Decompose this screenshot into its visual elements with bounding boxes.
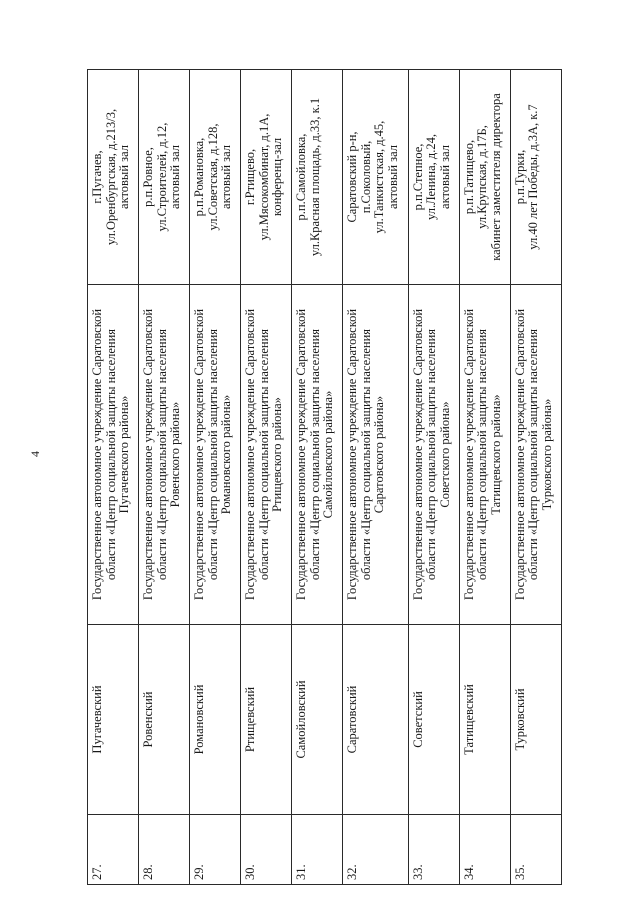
address-line: ул.Ленина, д.24, — [424, 134, 439, 220]
address-line: актовый зал — [437, 145, 452, 209]
organization-line: Государственное автономное учреждение Саратовской — [345, 308, 360, 601]
table-row — [459, 70, 510, 885]
address-line: ул.40 лет Победы, д.3А, к.7 — [526, 104, 541, 250]
address — [139, 70, 190, 285]
address — [241, 70, 292, 285]
organization-line: области «Центр социальной защиты населения — [424, 328, 439, 581]
address-line: п.Соколовый, — [358, 140, 373, 214]
organization-line: Государственное автономное учреждение Саратовской — [461, 308, 476, 601]
organization-line: области «Центр социальной защиты населения — [205, 328, 220, 581]
row-number: 27. — [88, 815, 139, 885]
row-number: 30. — [241, 815, 292, 885]
address-line: р.п.Ровное, — [141, 147, 156, 207]
district-name: Ртищевский — [241, 625, 292, 815]
row-number: 33. — [408, 815, 459, 885]
row-number: 32. — [343, 815, 409, 885]
address-line: р.п.Турки, — [512, 149, 527, 205]
organization-name — [510, 285, 561, 625]
organization-line: Государственное автономное учреждение Саратовской — [90, 308, 104, 601]
row-number: 31. — [292, 815, 343, 885]
offices-table — [87, 69, 562, 885]
organization-name — [190, 285, 241, 625]
address — [343, 70, 409, 285]
organization-line: Ровенского района» — [168, 401, 183, 508]
address-line: ул.Строителей, д.12, — [154, 122, 169, 232]
table-row — [292, 70, 343, 885]
address-line: ул.Советская, д.128, — [205, 123, 220, 231]
address-line: кабинет заместителя директора — [488, 93, 503, 261]
address-line: г.Ртищево, — [243, 148, 258, 206]
district-name: Ровенский — [139, 625, 190, 815]
address-line: актовый зал — [385, 145, 400, 209]
organization-line: Государственное автономное учреждение Саратовской — [243, 308, 258, 601]
table-row — [510, 70, 561, 885]
address — [88, 70, 139, 285]
district-name: Татищевский — [459, 625, 510, 815]
district-name: Романовский — [190, 625, 241, 815]
address-line: ул.Танкистская, д.45, — [372, 120, 387, 234]
address-line: р.п.Татищево, — [461, 139, 476, 215]
organization-line: области «Центр социальной защиты населения — [475, 328, 490, 581]
row-number: 34. — [459, 815, 510, 885]
address-line: ул.Красная площадь, д.33, к.1 — [307, 97, 322, 257]
organization-name — [408, 285, 459, 625]
organization-line: области «Центр социальной защиты населения — [307, 328, 322, 581]
organization-line: Государственное автономное учреждение Саратовской — [141, 308, 156, 601]
address-line: ул.Оренбургская, д.213/3, — [103, 108, 118, 246]
address-line: конференц-зал — [270, 137, 285, 217]
address-line: ул.Крупская, д.17Б, — [475, 125, 490, 229]
address-line: р.п.Самойловка, — [294, 133, 309, 221]
address — [459, 70, 510, 285]
address-line: ул.Мясокомбинат, д.1А, — [256, 113, 271, 241]
organization-name — [139, 285, 190, 625]
organization-line: Государственное автономное учреждение Саратовской — [294, 308, 309, 601]
organization-line: области «Центр социальной защиты населения — [256, 328, 271, 581]
district-name: Самойловский — [292, 625, 343, 815]
address-line: Саратовский р-н, — [345, 131, 360, 223]
table-row — [241, 70, 292, 885]
organization-line: Государственное автономное учреждение Саратовской — [512, 308, 527, 601]
organization-name — [88, 285, 139, 625]
table-row — [190, 70, 241, 885]
organization-line: Государственное автономное учреждение Саратовской — [192, 308, 207, 601]
address-line: актовый зал — [219, 145, 234, 209]
row-number: 35. — [510, 815, 561, 885]
table-body — [88, 70, 562, 885]
table-container — [87, 70, 562, 885]
address-line: р.п.Романовка, — [192, 137, 207, 217]
organization-name — [459, 285, 510, 625]
address-line: актовый зал — [117, 145, 131, 209]
address-line: актовый зал — [168, 145, 183, 209]
page-number: 4 — [28, 451, 42, 457]
organization-name — [292, 285, 343, 625]
address — [510, 70, 561, 285]
address — [408, 70, 459, 285]
organization-line: области «Центр социальной защиты населения — [103, 328, 118, 581]
organization-line: Турковского района» — [539, 398, 554, 511]
table-row — [343, 70, 409, 885]
row-number: 29. — [190, 815, 241, 885]
address — [292, 70, 343, 285]
table-row — [408, 70, 459, 885]
table-row — [139, 70, 190, 885]
organization-line: Романовского района» — [219, 394, 234, 515]
organization-line: Государственное автономное учреждение Саратовской — [410, 308, 425, 601]
organization-line: Ртищевского района» — [270, 397, 285, 512]
district-name: Саратовский — [343, 625, 409, 815]
organization-line: области «Центр социальной защиты населения — [358, 328, 373, 581]
organization-line: Самойловского района» — [321, 390, 336, 519]
table-row — [88, 70, 139, 885]
organization-name — [343, 285, 409, 625]
organization-name — [241, 285, 292, 625]
address — [190, 70, 241, 285]
organization-line: Советского района» — [437, 401, 452, 508]
district-name: Турковский — [510, 625, 561, 815]
organization-line: Татищевского района» — [488, 394, 503, 515]
address-line: р.п.Степное, — [410, 143, 425, 211]
organization-line: Саратовского района» — [372, 395, 387, 514]
district-name: Советский — [408, 625, 459, 815]
address-line: г.Пугачев, — [90, 150, 104, 204]
district-name: Пугачевский — [88, 625, 139, 815]
row-number: 28. — [139, 815, 190, 885]
organization-line: области «Центр социальной защиты населения — [526, 328, 541, 581]
organization-line: области «Центр социальной защиты населения — [154, 328, 169, 581]
organization-line: Пугачевского района» — [117, 395, 131, 514]
